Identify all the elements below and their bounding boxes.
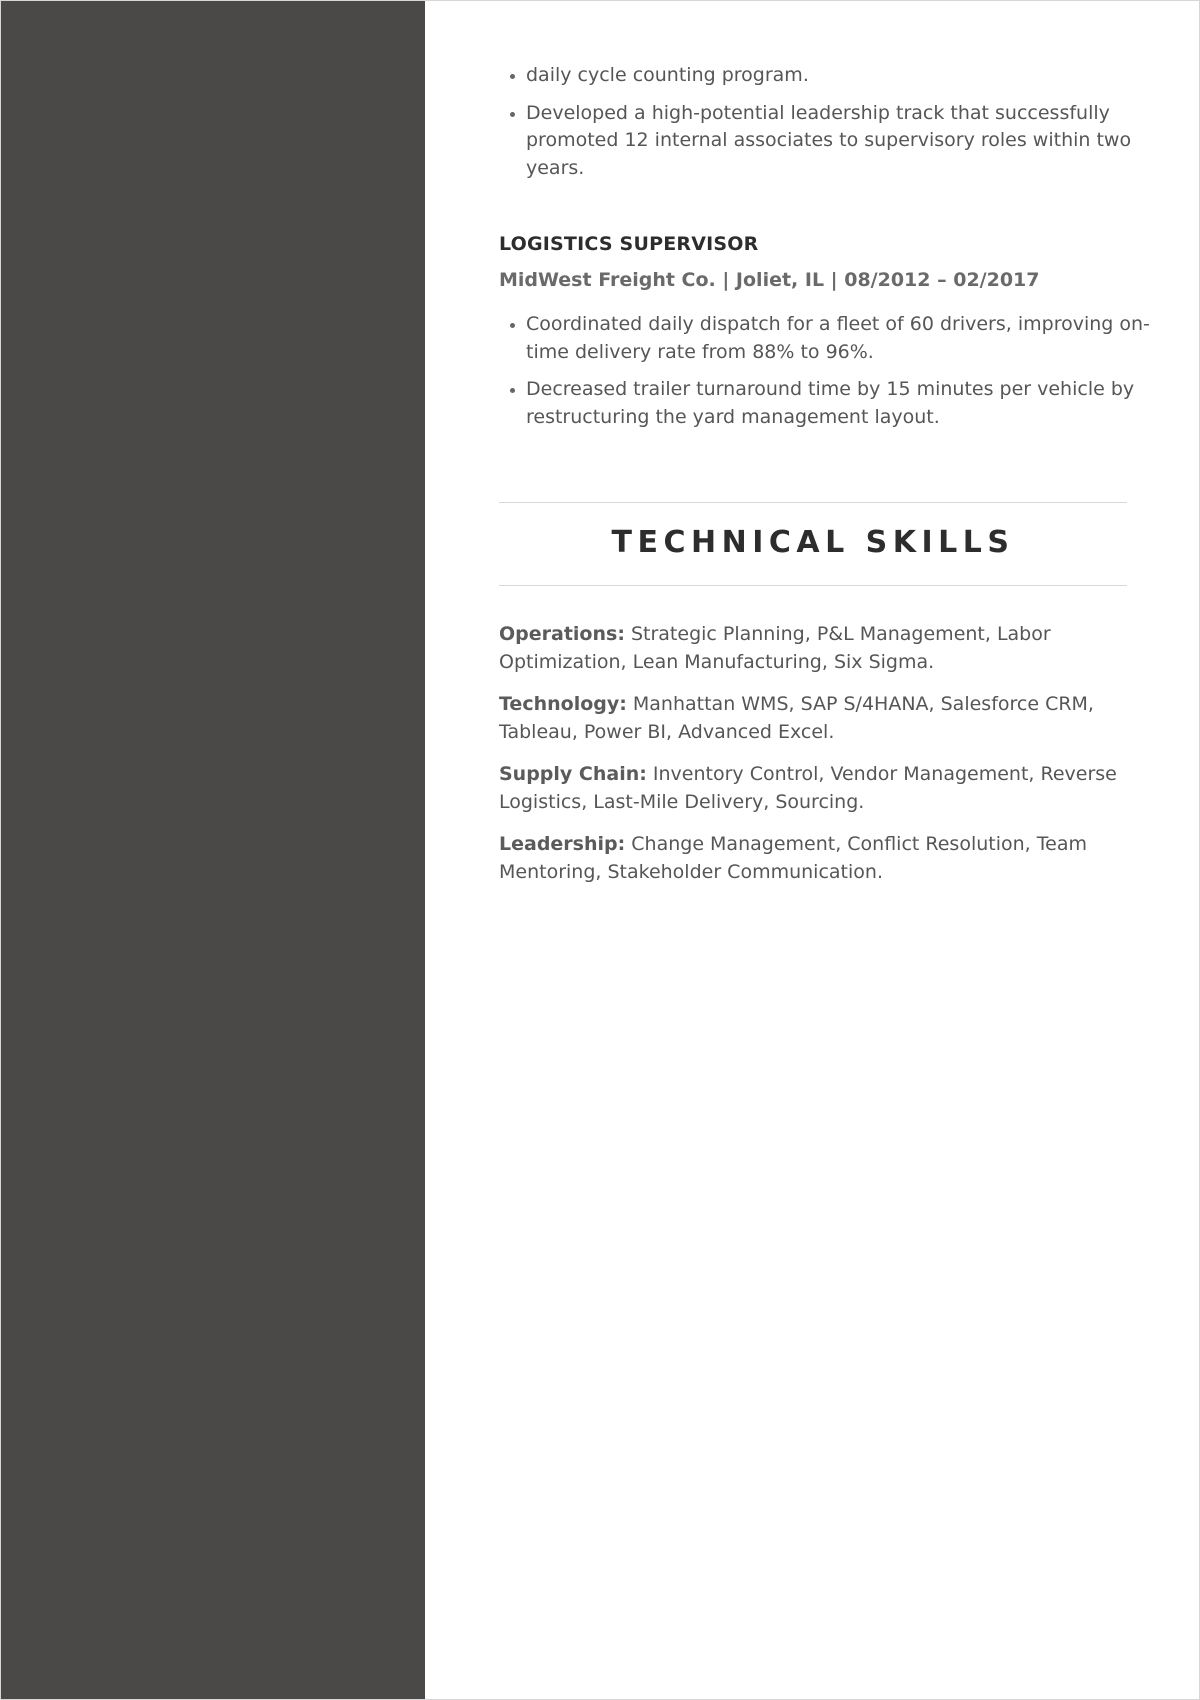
list-item: • Coordinated daily dispatch for a fleet of 60 drivers, improving on-time delivery rate from 88% to 96%. (526, 311, 1154, 366)
skill-item-technology (499, 691, 1127, 746)
skill-label: Technology: (499, 693, 627, 715)
section-divider-bottom (499, 585, 1127, 586)
section-divider-top (499, 502, 1127, 503)
skill-label: Supply Chain: (499, 763, 647, 785)
skill-text: Inventory Control, Vendor Management, Reverse Logistics, Last-Mile Delivery, Sourcing. (499, 763, 1117, 813)
skill-item-supply-chain (499, 761, 1127, 816)
skills-list (499, 621, 1127, 901)
section-title-technical-skills: TECHNICAL SKILLS (611, 525, 1015, 560)
skill-text: Strategic Planning, P&L Management, Labor Optimization, Lean Manufacturing, Six Sigma. (499, 623, 1051, 673)
skill-item-operations (499, 621, 1127, 676)
continued-bullet-list (499, 62, 1154, 192)
skill-label: Leadership: (499, 833, 626, 855)
skill-label: Operations: (499, 623, 625, 645)
job-meta: MidWest Freight Co. | Joliet, IL | 08/2012 – 02/2017 (499, 269, 1040, 291)
sidebar-panel (1, 1, 425, 1699)
list-item: • daily cycle counting program. (526, 62, 1154, 90)
list-item: • Developed a high-potential leadership track that successfully promoted 12 internal associates to supervisory roles within two years. (526, 100, 1154, 183)
skill-text: Change Management, Conflict Resolution, Team Mentoring, Stakeholder Communication. (499, 833, 1087, 883)
list-item: • Decreased trailer turnaround time by 15 minutes per vehicle by restructuring the yard management layout. (526, 376, 1154, 431)
skill-text: Manhattan WMS, SAP S/4HANA, Salesforce CRM, Tableau, Power BI, Advanced Excel. (499, 693, 1094, 743)
job-bullet-list (499, 311, 1154, 441)
skill-item-leadership (499, 831, 1127, 886)
job-title: LOGISTICS SUPERVISOR (499, 233, 759, 255)
